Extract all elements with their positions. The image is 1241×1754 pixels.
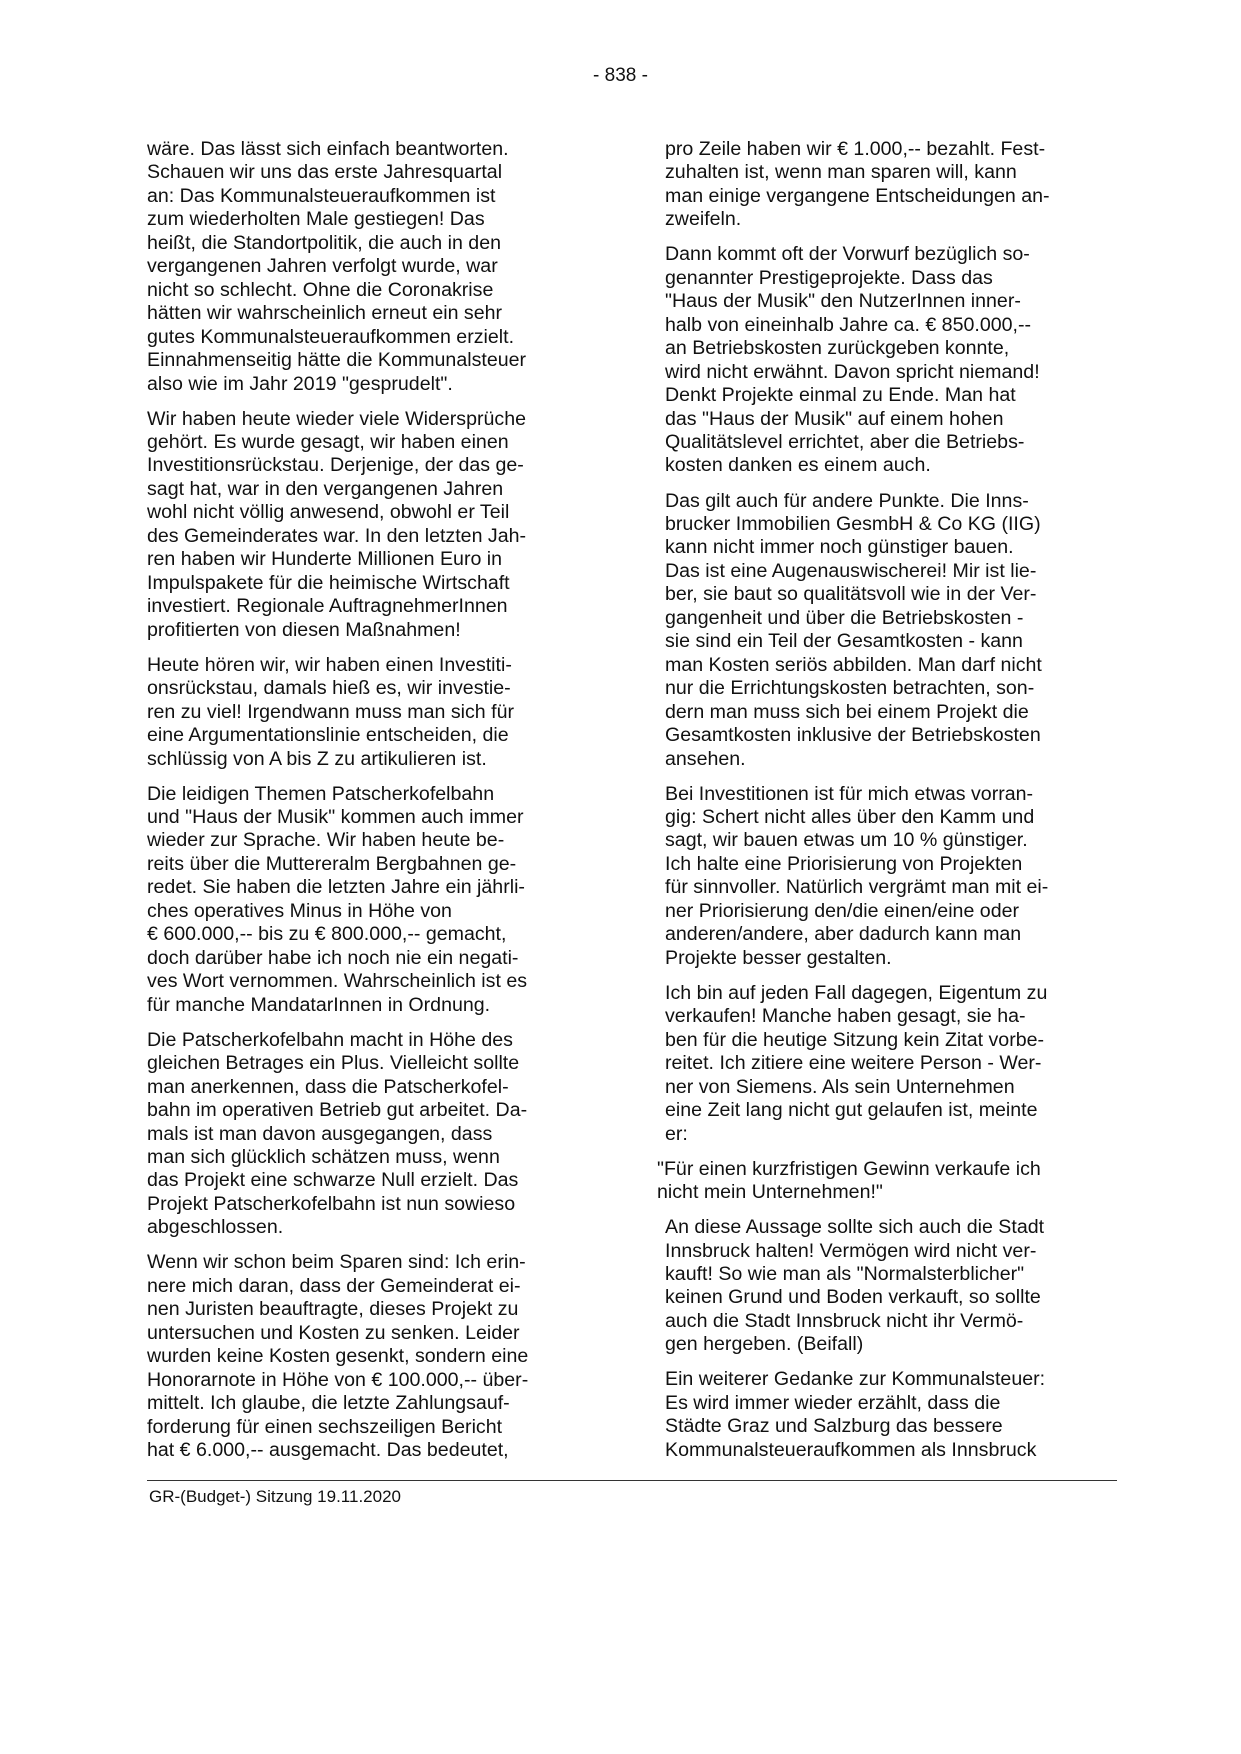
text-line: sagt, wir bauen etwas um 10 % günstiger. <box>665 829 1028 852</box>
text-line: "Haus der Musik" den NutzerInnen inner- <box>665 290 1021 313</box>
text-line: zum wiederholten Male gestiegen! Das <box>147 208 485 231</box>
text-line: Dann kommt oft der Vorwurf bezüglich so- <box>665 243 1030 266</box>
text-line: man sich glücklich schätzen muss, wenn <box>147 1145 500 1168</box>
text-line: reits über die Muttereralm Bergbahnen ge- <box>147 852 517 875</box>
text-line: Wenn wir schon beim Sparen sind: Ich erin- <box>147 1251 526 1274</box>
text-line: Bei Investitionen ist für mich etwas vorran- <box>665 782 1034 805</box>
text-line: nen Juristen beauftragte, dieses Projekt zu <box>147 1298 519 1321</box>
text-line: ren haben wir Hunderte Millionen Euro in <box>147 548 503 571</box>
text-line: Ich halte eine Priorisierung von Projekten <box>665 852 1023 875</box>
text-line: gig: Schert nicht alles über den Kamm und <box>665 806 1035 829</box>
text-line: An diese Aussage sollte sich auch die Stadt <box>665 1216 1045 1239</box>
text-line: Schauen wir uns das erste Jahresquartal <box>147 161 503 184</box>
text-line: er: <box>665 1122 688 1145</box>
text-line: nere mich daran, dass der Gemeinderat ei- <box>147 1274 521 1297</box>
text-line: Projekt Patscherkofelbahn ist nun sowieso <box>147 1192 516 1215</box>
text-line: mals ist man davon ausgegangen, dass <box>147 1122 493 1145</box>
text-line: für manche MandatarInnen in Ordnung. <box>147 993 491 1016</box>
text-paragraph <box>147 783 597 1018</box>
text-line: also wie im Jahr 2019 "gesprudelt". <box>147 372 453 395</box>
text-line: kann nicht immer noch günstiger bauen. <box>665 536 1014 559</box>
text-line: ansehen. <box>665 747 746 770</box>
text-line: "Für einen kurzfristigen Gewinn verkaufe ich <box>657 1157 1041 1180</box>
text-line: heißt, die Standortpolitik, die auch in den <box>147 231 501 254</box>
text-line: profitierten von diesen Maßnahmen! <box>147 618 461 641</box>
text-line: Die Patscherkofelbahn macht in Höhe des <box>147 1028 513 1051</box>
text-line: schlüssig von A bis Z zu artikulieren ist. <box>147 747 487 770</box>
text-line: ben für die heutige Sitzung kein Zitat vorbe- <box>665 1028 1045 1051</box>
text-line: Denkt Projekte einmal zu Ende. Man hat <box>665 384 1016 407</box>
text-line: doch darüber habe ich noch nie ein negati- <box>147 946 519 969</box>
text-line: Es wird immer wieder erzählt, dass die <box>665 1391 1001 1414</box>
text-line: gen hergeben. (Beifall) <box>665 1333 864 1356</box>
text-line: investiert. Regionale AuftragnehmerInnen <box>147 595 508 618</box>
text-line: Einnahmenseitig hätte die Kommunalsteuer <box>147 349 527 372</box>
text-line: keinen Grund und Boden verkauft, so sollte <box>665 1286 1041 1309</box>
text-line: kauft! So wie man als "Normalsterblicher" <box>665 1262 1025 1285</box>
text-line: auch die Stadt Innsbruck nicht ihr Vermö- <box>665 1309 1024 1332</box>
text-paragraph <box>665 1368 1120 1462</box>
text-line: bahn im operativen Betrieb gut arbeitet. Da- <box>147 1099 528 1122</box>
text-line: halb von eineinhalb Jahre ca. € 850.000,-- <box>665 313 1032 336</box>
text-line: eine Argumentationslinie entscheiden, die <box>147 724 509 747</box>
text-line: für sinnvoller. Natürlich vergrämt man mit ei- <box>665 876 1049 899</box>
text-line: und "Haus der Musik" kommen auch immer <box>147 806 524 829</box>
text-line: genannter Prestigeprojekte. Dass das <box>665 266 993 289</box>
text-line: nicht mein Unternehmen!" <box>657 1181 883 1203</box>
text-paragraph <box>147 1251 597 1462</box>
text-line: wird nicht erwähnt. Davon spricht niemand! <box>665 360 1040 383</box>
text-line: ves Wort vernommen. Wahrscheinlich ist es <box>147 970 528 993</box>
quote-paragraph <box>657 1158 1120 1205</box>
text-line: Qualitätslevel errichtet, aber die Betriebs- <box>665 431 1025 454</box>
text-line: an Betriebskosten zurückgeben konnte, <box>665 337 1010 360</box>
text-line: Das gilt auch für andere Punkte. Die Inns- <box>665 489 1029 512</box>
text-line: nur die Errichtungskosten betrachten, son- <box>665 677 1035 700</box>
text-line: dern man muss sich bei einem Projekt die <box>665 700 1029 723</box>
text-paragraph <box>665 783 1120 971</box>
text-line: hat € 6.000,-- ausgemacht. Das bedeutet, <box>147 1438 509 1461</box>
text-line: pro Zeile haben wir € 1.000,-- bezahlt. Fest- <box>665 138 1046 160</box>
left-column <box>147 138 597 1474</box>
text-paragraph <box>665 243 1120 478</box>
text-line: redet. Sie haben die letzten Jahre ein jährli- <box>147 876 525 899</box>
text-line: ber, sie baut so qualitätsvoll wie in der Ver- <box>665 583 1037 606</box>
text-line: kosten danken es einem auch. <box>665 454 931 477</box>
text-line: gehört. Es wurde gesagt, wir haben einen <box>147 431 509 454</box>
text-line: das "Haus der Musik" auf einem hohen <box>665 407 1004 430</box>
text-line: Ein weiterer Gedanke zur Kommunalsteuer: <box>665 1368 1046 1391</box>
text-line: man anerkennen, dass die Patscherkofel- <box>147 1075 509 1098</box>
text-line: sie sind ein Teil der Gesamtkosten - kann <box>665 630 1023 653</box>
text-line: brucker Immobilien GesmbH & Co KG (IIG) <box>665 512 1041 535</box>
text-line: Investitionsrückstau. Derjenige, der das ge- <box>147 454 524 477</box>
text-line: wäre. Das lässt sich einfach beantworten. <box>147 138 509 160</box>
text-line: gangenheit und über die Betriebskosten - <box>665 606 1024 629</box>
text-line: nicht so schlecht. Ohne die Coronakrise <box>147 278 494 301</box>
text-line: mittelt. Ich glaube, die letzte Zahlungsauf- <box>147 1392 510 1415</box>
text-paragraph <box>665 490 1120 771</box>
text-line: Wir haben heute wieder viele Widersprüche <box>147 407 526 430</box>
text-line: Das ist eine Augenauswischerei! Mir ist lie- <box>665 559 1037 582</box>
text-line: Projekte besser gestalten. <box>665 946 892 969</box>
text-paragraph <box>147 138 597 396</box>
text-line: sagt hat, war in den vergangenen Jahren <box>147 477 504 500</box>
text-line: Gesamtkosten inklusive der Betriebskosten <box>665 724 1041 747</box>
text-line: wohl nicht völlig anwesend, obwohl er Teil <box>147 501 510 524</box>
text-line: € 600.000,-- bis zu € 800.000,-- gemacht, <box>147 923 507 946</box>
text-line: gleichen Betrages ein Plus. Vielleicht sollte <box>147 1052 520 1075</box>
text-line: Heute hören wir, wir haben einen Investiti- <box>147 653 512 676</box>
right-column <box>657 138 1120 1474</box>
text-line: vergangenen Jahren verfolgt wurde, war <box>147 255 498 278</box>
text-line: eine Zeit lang nicht gut gelaufen ist, meinte <box>665 1099 1038 1122</box>
text-paragraph <box>665 138 1120 232</box>
text-line: abgeschlossen. <box>147 1216 284 1239</box>
text-line: reitet. Ich zitiere eine weitere Person - Wer- <box>665 1052 1042 1075</box>
text-line: Impulspakete für die heimische Wirtschaft <box>147 571 510 594</box>
text-line: Honorarnote in Höhe von € 100.000,-- über- <box>147 1368 529 1391</box>
text-line: das Projekt eine schwarze Null erzielt. Das <box>147 1169 519 1192</box>
text-line: gutes Kommunalsteueraufkommen erzielt. <box>147 325 515 348</box>
text-paragraph <box>665 982 1120 1146</box>
text-line: wurden keine Kosten gesenkt, sondern eine <box>147 1345 529 1368</box>
text-line: forderung für einen sechszeiligen Bericht <box>147 1415 503 1438</box>
text-line: Innsbruck halten! Vermögen wird nicht ver- <box>665 1239 1037 1262</box>
text-line: ner Priorisierung den/die einen/eine oder <box>665 899 1020 922</box>
text-line: anderen/andere, aber dadurch kann man <box>665 923 1022 946</box>
text-line: des Gemeinderates war. In den letzten Jah- <box>147 524 527 547</box>
text-paragraph <box>147 408 597 643</box>
text-line: Kommunalsteueraufkommen als Innsbruck <box>665 1438 1037 1461</box>
footer-session-label: GR-(Budget-) Sitzung 19.11.2020 <box>149 1487 401 1506</box>
text-line: untersuchen und Kosten zu senken. Leider <box>147 1321 520 1344</box>
text-paragraph <box>147 654 597 771</box>
text-line: an: Das Kommunalsteueraufkommen ist <box>147 184 496 207</box>
text-line: Städte Graz und Salzburg das bessere <box>665 1415 1003 1438</box>
text-line: onsrückstau, damals hieß es, wir investie- <box>147 677 511 700</box>
text-line: ren zu viel! Irgendwann muss man sich für <box>147 700 515 723</box>
text-line: zweifeln. <box>665 208 742 231</box>
text-line: man einige vergangene Entscheidungen an- <box>665 184 1050 207</box>
text-line: verkaufen! Manche haben gesagt, sie ha- <box>665 1005 1026 1028</box>
text-paragraph <box>147 1029 597 1240</box>
footer-divider <box>147 1480 1117 1481</box>
text-line: man Kosten seriös abbilden. Man darf nicht <box>665 653 1042 676</box>
text-line: ner von Siemens. Als sein Unternehmen <box>665 1075 1015 1098</box>
text-line: zuhalten ist, wenn man sparen will, kann <box>665 161 1017 184</box>
text-line: Die leidigen Themen Patscherkofelbahn <box>147 782 495 805</box>
text-line: wieder zur Sprache. Wir haben heute be- <box>147 829 505 852</box>
text-paragraph <box>665 1216 1120 1357</box>
text-line: ches operatives Minus in Höhe von <box>147 899 452 922</box>
page-number: - 838 - <box>593 65 648 86</box>
text-line: Ich bin auf jeden Fall dagegen, Eigentum zu <box>665 981 1048 1004</box>
text-line: hätten wir wahrscheinlich erneut ein sehr <box>147 302 503 325</box>
